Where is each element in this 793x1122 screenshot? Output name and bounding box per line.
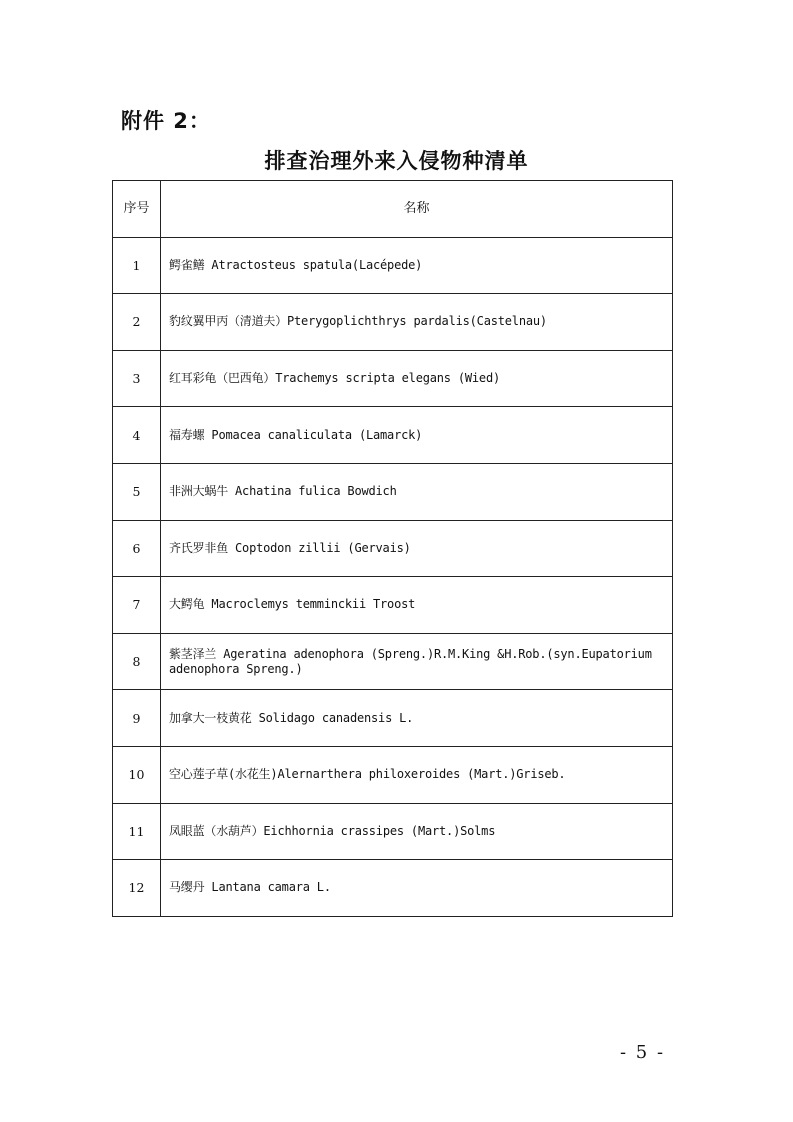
row-number: 5: [113, 463, 161, 520]
row-number: 7: [113, 577, 161, 634]
row-number: 11: [113, 803, 161, 860]
table-row: [113, 746, 673, 803]
document-title: 排查治理外来入侵物种清单: [264, 149, 529, 173]
species-name: 空心莲子草(水花生)Alernarthera philoxeroides (Mart.)Griseb.: [161, 746, 673, 803]
species-name: 紫茎泽兰 Ageratina adenophora (Spreng.)R.M.King &H.Rob.(syn.Eupatorium adenophora Spreng.): [161, 633, 673, 690]
species-name: 非洲大蜗牛 Achatina fulica Bowdich: [161, 463, 673, 520]
page-number: - 5 -: [620, 1042, 666, 1063]
table-row: [113, 237, 673, 294]
table-row: [113, 633, 673, 690]
table-row: [113, 690, 673, 747]
species-name: 马缨丹 Lantana camara L.: [161, 860, 673, 917]
row-number: 1: [113, 237, 161, 294]
invasive-species-table: [112, 180, 673, 917]
species-name: 大鳄龟 Macroclemys temminckii Troost: [161, 577, 673, 634]
table-row: [113, 860, 673, 917]
header-name: 名称: [161, 181, 673, 238]
table-header-row: [113, 181, 673, 238]
table-row: [113, 407, 673, 464]
table-row: [113, 520, 673, 577]
species-name: 豹纹翼甲丙（清道夫）Pterygoplichthrys pardalis(Castelnau): [161, 294, 673, 351]
table-row: [113, 463, 673, 520]
row-number: 9: [113, 690, 161, 747]
row-number: 4: [113, 407, 161, 464]
row-number: 2: [113, 294, 161, 351]
row-number: 8: [113, 633, 161, 690]
row-number: 10: [113, 746, 161, 803]
table-row: [113, 294, 673, 351]
attachment-label: 附件 2：: [121, 109, 211, 133]
row-number: 6: [113, 520, 161, 577]
header-number: 序号: [113, 181, 161, 238]
species-name: 福寿螺 Pomacea canaliculata (Lamarck): [161, 407, 673, 464]
species-name: 齐氏罗非鱼 Coptodon zillii (Gervais): [161, 520, 673, 577]
species-name: 凤眼蓝（水葫芦）Eichhornia crassipes (Mart.)Solms: [161, 803, 673, 860]
row-number: 3: [113, 350, 161, 407]
species-name: 红耳彩龟（巴西龟）Trachemys scripta elegans (Wied): [161, 350, 673, 407]
row-number: 12: [113, 860, 161, 917]
table-row: [113, 577, 673, 634]
species-name: 加拿大一枝黄花 Solidago canadensis L.: [161, 690, 673, 747]
species-name: 鳄雀鳝 Atractosteus spatula(Lacépede): [161, 237, 673, 294]
table-row: [113, 350, 673, 407]
table-row: [113, 803, 673, 860]
